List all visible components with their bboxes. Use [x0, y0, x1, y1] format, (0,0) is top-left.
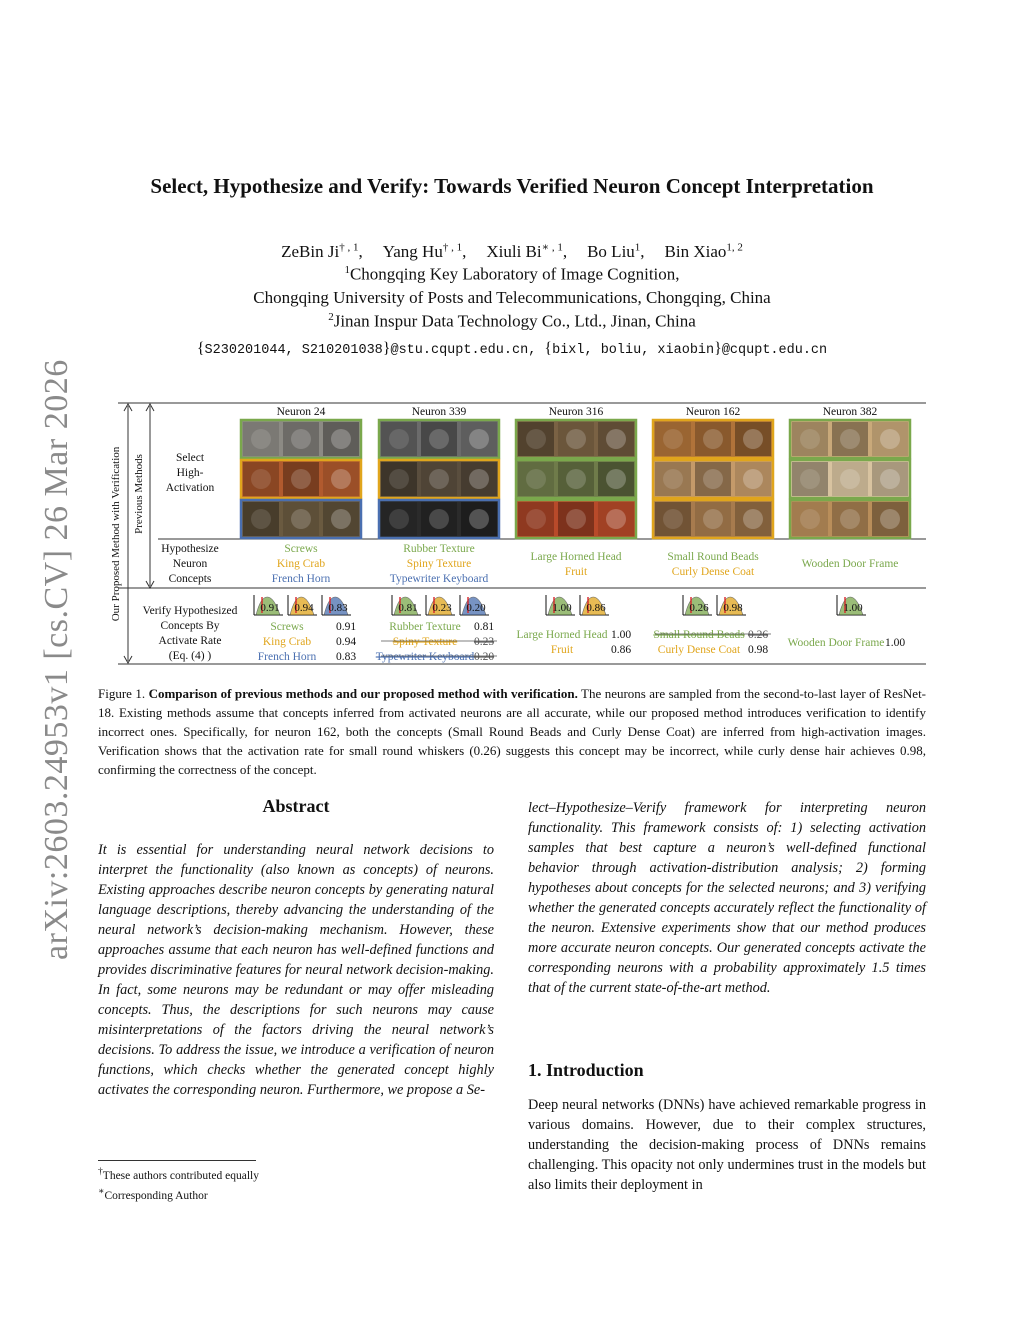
activation-image-row: [790, 500, 910, 538]
image-tile-highlight: [389, 429, 409, 449]
distribution-rate: 1.00: [843, 602, 863, 614]
author-name: Bin Xiao$^{1, 2}$: [664, 241, 743, 261]
row-label-select: High-: [176, 467, 204, 479]
caption-text: The neurons are sampled from the second-to-last layer of ResNet-18. Existing methods assume that concepts inferred from activated neurons are all accurate, while our proposed method introduces verification to identify incorrect ones. Specifically, for neuron 162, both the concepts (Small Round Beads and Curly Dense Coat) are inferred from high-activation images. Verification shows that the activation rate for small round whiskers (0.26) suggests this concept may be incorrect, while curly dense hair achieves 0.98, confirming the correctness of the concept.: [98, 686, 927, 777]
image-tile-highlight: [429, 509, 449, 529]
image-tile-highlight: [331, 469, 351, 489]
verified-concept: Wooden Door Frame: [787, 637, 885, 649]
image-tile-highlight: [663, 509, 683, 529]
image-tile-highlight: [291, 509, 311, 529]
verified-rate: 0.91: [335, 621, 357, 633]
image-tile-highlight: [606, 469, 626, 489]
verified-rate: 0.81: [473, 621, 495, 633]
activation-image-row: [653, 460, 773, 498]
activation-image-row: [379, 460, 499, 498]
image-tile-highlight: [526, 469, 546, 489]
verified-rate: 0.86: [610, 644, 632, 656]
image-tile-highlight: [291, 469, 311, 489]
verified-concept: French Horn: [257, 651, 317, 663]
side-label-previous: Previous Methods: [133, 454, 145, 534]
row-label-verify: Activate Rate: [158, 635, 222, 647]
hypothesized-concept: Curly Dense Coat: [671, 566, 755, 578]
paper-title: Select, Hypothesize and Verify: Towards Verified Neuron Concept Interpretation: [150, 174, 874, 198]
footnotes: [98, 1160, 498, 1204]
image-tile-highlight: [331, 429, 351, 449]
image-tile-highlight: [880, 469, 900, 489]
hypothesized-concept: Typewriter Keyboard: [389, 573, 489, 585]
row-label-verify: Concepts By: [160, 620, 220, 632]
verified-concept: Rubber Texture: [389, 621, 461, 633]
activation-image-row: [379, 500, 499, 538]
neuron-name: Neuron 339: [411, 406, 467, 418]
verified-rate: 1.00: [884, 637, 906, 649]
image-tile-highlight: [469, 509, 489, 529]
activation-image-row: [241, 460, 361, 498]
image-tile-highlight: [840, 429, 860, 449]
verified-concept: Spiny Texture: [392, 636, 458, 648]
verified-concept: Typewriter Keyboard: [375, 651, 475, 663]
verified-concept: King Crab: [262, 636, 312, 648]
verified-rate: 0.94: [335, 636, 357, 648]
verified-concept: Screws: [270, 621, 304, 633]
verified-rate: 0.20: [473, 651, 495, 663]
image-tile-highlight: [880, 509, 900, 529]
neuron-name: Neuron 162: [685, 406, 741, 418]
image-tile-highlight: [566, 509, 586, 529]
hypothesized-concept: Rubber Texture: [403, 543, 475, 555]
affiliation-2: $^2$Jinan Inspur Data Technology Co., Ltd., Jinan, China: [328, 311, 696, 331]
image-tile-highlight: [703, 429, 723, 449]
distribution-rate: 0.81: [398, 602, 418, 614]
activation-image-row: [241, 500, 361, 538]
image-tile-highlight: [800, 509, 820, 529]
neuron-name: Neuron 24: [276, 406, 326, 418]
image-tile-highlight: [251, 429, 271, 449]
abstract-column-1: It is essential for understanding neural network decisions to interpret the functionality (also known as concepts) of neurons. Existing approaches describe neuron concepts by generating natural language descriptions, thereby advancing the understanding of the neural network’s decision-making mechanism. However, these approaches assume that each neuron has well-defined functions and provides discriminative features for neural network decision-making. In fact, some neurons may be redundant or may offer misleading concepts. Thus, the descriptions for such neurons may cause misinterpretations of the factors driving the neural network’s decisions. To address the issue, we introduce a verification of neuron functions, which checks whether the generated concept highly activates the corresponding neuron. Furthermore, we propose a Se-: [98, 842, 494, 1098]
introduction-text: Deep neural networks (DNNs) have achieved remarkable progress in various domains. However, due to their complex structures, understanding the decision-making process of DNNs remains challenging. This opacity not only undermines trust in the models but also limits their deployment in: [528, 1097, 926, 1193]
image-tile-highlight: [469, 429, 489, 449]
hypothesized-concept: French Horn: [271, 573, 331, 585]
verified-rate: 0.83: [335, 651, 357, 663]
neuron-name: Neuron 382: [822, 406, 878, 418]
verified-concept: Small Round Beads: [653, 629, 745, 641]
footnote-1: †These authors contributed equally: [98, 1166, 259, 1182]
image-tile-highlight: [251, 469, 271, 489]
image-tile-highlight: [840, 469, 860, 489]
image-tile-highlight: [429, 469, 449, 489]
distribution-rate: 0.23: [432, 602, 452, 614]
verified-rate: 0.23: [473, 636, 495, 648]
row-label-verify: (Eq. (4) ): [168, 650, 212, 662]
activation-image-row: [516, 460, 636, 498]
image-tile-highlight: [469, 469, 489, 489]
distribution-rate: 0.26: [689, 602, 709, 614]
image-tile-highlight: [291, 429, 311, 449]
activation-image-row: [790, 420, 910, 458]
image-tile-highlight: [389, 469, 409, 489]
image-tile-highlight: [663, 429, 683, 449]
image-tile-highlight: [703, 509, 723, 529]
hypothesized-concept: Wooden Door Frame: [801, 558, 899, 570]
figure-1: [98, 398, 926, 668]
row-label-hypothesize: Neuron: [172, 558, 208, 570]
introduction-heading: 1. Introduction: [528, 1060, 644, 1080]
image-tile-highlight: [743, 509, 763, 529]
author-name: Bo Liu$^1$,: [587, 241, 645, 261]
image-tile-highlight: [606, 429, 626, 449]
verified-concept: Large Horned Head: [516, 629, 608, 641]
image-tile-highlight: [331, 509, 351, 529]
affiliation-1b: Chongqing University of Posts and Telecommunications, Chongqing, China: [253, 288, 771, 307]
image-tile-highlight: [566, 469, 586, 489]
image-tile-highlight: [743, 429, 763, 449]
image-tile-highlight: [566, 429, 586, 449]
distribution-rate: 0.86: [586, 602, 606, 614]
image-tile-highlight: [800, 429, 820, 449]
caption-bold: Comparison of previous methods and our proposed method with verification.: [148, 686, 578, 701]
arxiv-identifier: arXiv:2603.24953v1 [cs.CV] 26 Mar 2026: [38, 359, 75, 960]
image-tile-highlight: [880, 429, 900, 449]
image-tile-highlight: [526, 429, 546, 449]
hypothesized-concept: Fruit: [564, 566, 588, 578]
image-tile-highlight: [526, 509, 546, 529]
image-tile-highlight: [389, 509, 409, 529]
hypothesized-concept: Spiny Texture: [406, 558, 472, 570]
row-label-select: Activation: [165, 482, 215, 494]
activation-image-row: [653, 500, 773, 538]
image-tile-highlight: [743, 469, 763, 489]
distribution-rate: 0.91: [260, 602, 280, 614]
verified-concept: Fruit: [550, 644, 574, 656]
side-label-proposed: Our Proposed Method with Verification: [110, 446, 122, 622]
hypothesized-concept: Screws: [284, 543, 318, 555]
figure-caption: Figure 1. Comparison of previous methods and our proposed method with verification. The neurons are sampled from the second-to-last layer of ResNet-18. Existing methods assume that concepts inferred from activated neurons are all accurate, while our proposed method introduces verification to identify incorrect ones. Specifically, for neuron 162, both the concepts (Small Round Beads and Curly Dense Coat) are inferred from high-activation images. Verification shows that the activation rate for small round whiskers (0.26) suggests this concept may be incorrect, while curly dense hair achieves 0.98, confirming the correctness of the concept.: [98, 686, 927, 777]
activation-image-row: [241, 420, 361, 458]
image-tile-highlight: [429, 429, 449, 449]
distribution-rate: 1.00: [552, 602, 572, 614]
image-tile-highlight: [606, 509, 626, 529]
activation-image-row: [516, 420, 636, 458]
activation-image-row: [516, 500, 636, 538]
neuron-name: Neuron 316: [548, 406, 604, 418]
image-tile-highlight: [800, 469, 820, 489]
activation-image-row: [790, 460, 910, 498]
hypothesized-concept: Small Round Beads: [667, 551, 759, 563]
image-tile-highlight: [840, 509, 860, 529]
footnote-2: ∗Corresponding Author: [98, 1185, 208, 1202]
author-name: Xiuli $Bi^{∗ , 1}$,: [486, 241, 568, 261]
row-label-hypothesize: Concepts: [168, 573, 212, 585]
activation-image-row: [653, 420, 773, 458]
activation-image-row: [379, 420, 499, 458]
author-name: ZeBin $Ji^{\dagger , 1}$,: [281, 241, 363, 261]
affiliation-1: $^1$Chongqing Key Laboratory of Image Cognition,: [344, 264, 680, 284]
abstract-heading: Abstract: [262, 796, 330, 816]
row-label-select: Select: [175, 452, 205, 464]
author-name: Yang $Hu^{\dagger , 1}$,: [382, 241, 467, 261]
image-tile-highlight: [703, 469, 723, 489]
hypothesized-concept: King Crab: [276, 558, 326, 570]
footnote-rule: [98, 1160, 256, 1161]
image-tile-highlight: [251, 509, 271, 529]
image-tile-highlight: [663, 469, 683, 489]
distribution-rate: 0.20: [466, 602, 486, 614]
verified-rate: 1.00: [610, 629, 632, 641]
row-label-verify: Verify Hypothesized: [142, 605, 238, 617]
author-list: [60, 240, 964, 262]
figure-1-diagram: [98, 398, 926, 668]
distribution-rate: 0.94: [294, 602, 314, 614]
author-emails: {S230201044, S210201038}@stu.cqupt.edu.cn, {bixl, boliu, xiaobin}@cqupt.edu.cn: [196, 340, 828, 358]
hypothesized-concept: Large Horned Head: [530, 551, 622, 563]
abstract-column-2: lect–Hypothesize–Verify framework for interpreting neuron functionality. This framework consists of: 1) selecting activation samples that best capture a neuron’s well-defined functional behavior through activation-distribution analysis; 2) forming hypotheses about concepts for the selected neurons; and 3) verifying whether the generated concepts accurately reflect the functionality of the neuron. Extensive experiments show that our method produces more accurate neuron concepts. Our generated concepts activate the corresponding neurons with a probability approximately 1.5 times that of the current state-of-the-art method.: [528, 800, 926, 996]
distribution-rate: 0.98: [723, 602, 743, 614]
verified-rate: 0.98: [747, 644, 769, 656]
verified-rate: 0.26: [747, 629, 769, 641]
verified-concept: Curly Dense Coat: [657, 644, 741, 656]
row-label-hypothesize: Hypothesize: [161, 543, 219, 555]
distribution-rate: 0.83: [328, 602, 348, 614]
